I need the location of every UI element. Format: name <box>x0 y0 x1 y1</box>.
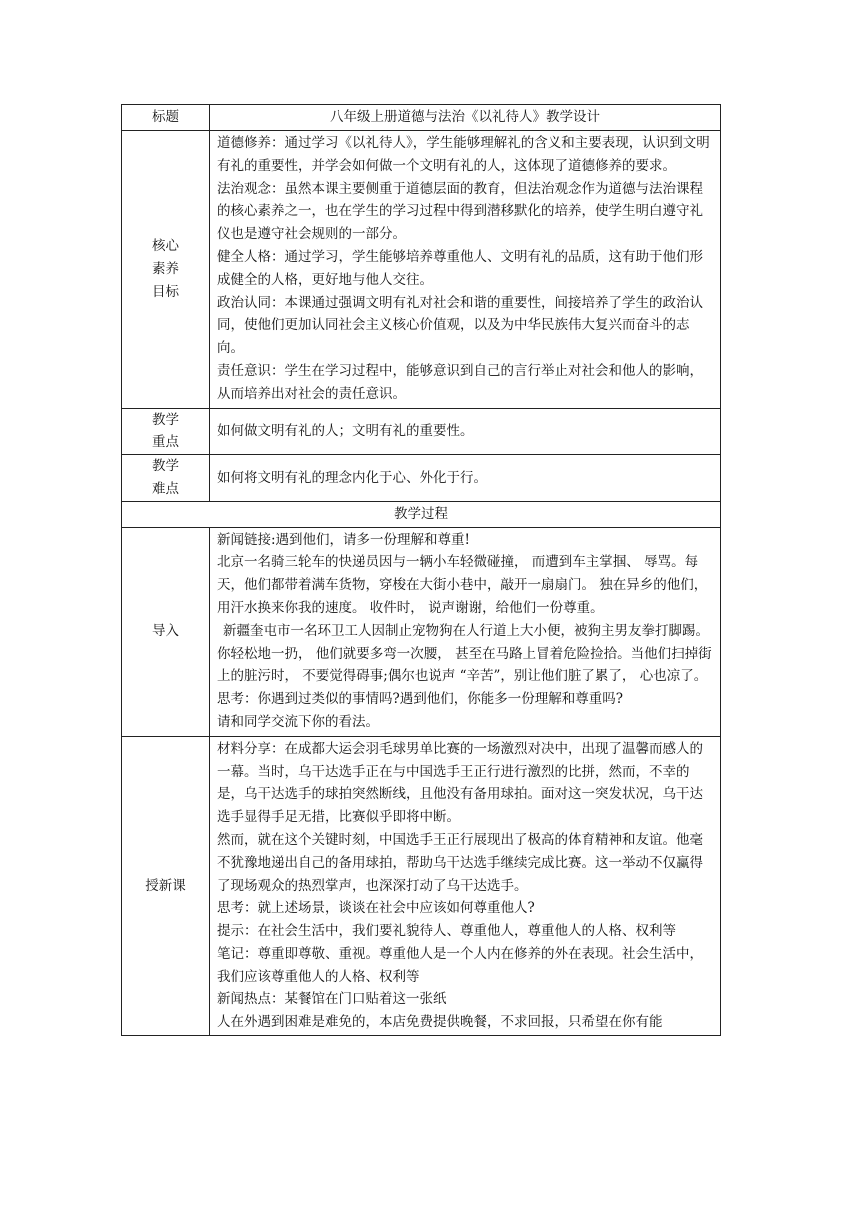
paragraph: 法治观念：虽然本课主要侧重于道德层面的教育，但法治观念作为道德与法治课程的核心素养之一，也在学生的学习过程中得到潜移默化的培养，使学生明白遵守礼仪也是遵守社会规则的一部分。 <box>217 180 703 243</box>
label-line: 核心 <box>152 238 179 255</box>
label-line: 目标 <box>152 283 179 300</box>
label-line: 素养 <box>152 260 179 277</box>
label-line: 重点 <box>152 434 179 451</box>
paragraph: 新闻热点：某餐馆在门口贴着这一张纸 <box>217 991 447 1008</box>
title-row <box>122 105 721 131</box>
paragraph: 政治认同：本课通过强调文明有礼对社会和谐的重要性，间接培养了学生的政治认同，使他们更加认同社会主义核心价值观，以及为中华民族伟大复兴而奋斗的志向。 <box>217 294 703 357</box>
core-literacy-content <box>210 131 721 409</box>
paragraph: 道德修养：通过学习《以礼待人》，学生能够理解礼的含义和主要表现，认识到文明有礼的重要性，并学会如何做一个文明有礼的人，这体现了道德修养的要求。 <box>217 135 710 174</box>
label-line: 难点 <box>152 480 179 497</box>
process-header: 教学过程 <box>122 501 721 527</box>
core-literacy-row <box>122 131 721 409</box>
page-title: 八年级上册道德与法治《以礼待人》教学设计 <box>210 105 721 131</box>
paragraph: 笔记：尊重即尊敬、重视。尊重他人是一个人内在修养的外在表现。社会生活中，我们应该尊重他人的人格、权利等 <box>217 945 703 985</box>
label-line: 教学 <box>152 458 179 475</box>
process-header-row <box>122 501 721 527</box>
paragraph: 思考：就上述场景，谈谈在社会中应该如何尊重他人? <box>217 900 535 917</box>
paragraph: 健全人格：通过学习，学生能够培养尊重他人、文明有礼的品质，这有助于他们形成健全的人格，更好地与他人交往。 <box>217 248 703 288</box>
intro-row <box>122 527 721 736</box>
difficult-point-content: 如何将文明有礼的理念内化于心、外化于行。 <box>210 455 721 502</box>
label-line: 教学 <box>152 411 179 428</box>
lesson-plan-table <box>121 104 721 1036</box>
paragraph: 请和同学交流下你的看法。 <box>217 713 379 730</box>
key-point-row <box>122 408 721 455</box>
key-point-content: 如何做文明有礼的人；文明有礼的重要性。 <box>210 408 721 455</box>
paragraph: 责任意识：学生在学习过程中，能够意识到自己的言行举止对社会和他人的影响，从而培养出对社会的责任意识。 <box>217 362 703 402</box>
paragraph: 人在外遇到困难是难免的，本店免费提供晚餐，不求回报，只希望在你有能 <box>217 1014 663 1031</box>
paragraph: 然而，就在这个关键时刻，中国选手王正行展现出了极高的体育精神和友谊。他毫不犹豫地递出自己的备用球拍，帮助乌干达选手继续完成比赛。这一举动不仅赢得了现场观众的热烈掌声，也深深打动了乌干达选手。 <box>217 831 703 894</box>
difficult-point-label <box>122 455 210 502</box>
paragraph: 北京一名骑三轮车的快递员因与一辆小车轻微碰撞， 而遭到车主掌掴、 辱骂。每天，他们都带着满车货物，穿梭在大街小巷中，敲开一扇扇门。 独在异乡的他们， 用汗水换来你我的速度。 收件时， 说声谢谢，给他们一份尊重。 <box>217 554 708 616</box>
paragraph: 新闻链接:遇到他们，请多一份理解和尊重! <box>217 531 470 548</box>
title-label: 标题 <box>122 105 210 131</box>
key-point-label <box>122 408 210 455</box>
intro-label: 导入 <box>122 527 210 736</box>
paragraph: 材料分享：在成都大运会羽毛球男单比赛的一场激烈对决中，出现了温馨而感人的一幕。当时，乌干达选手正在与中国选手王正行进行激烈的比拼，然而，不幸的是，乌干达选手的球拍突然断线，且他没有备用球拍。面对这一突发状况，乌干达选手显得手足无措，比赛似乎即将中断。 <box>217 740 703 826</box>
core-literacy-label <box>122 131 210 409</box>
new-lesson-label: 授新课 <box>122 736 210 1035</box>
paragraph: 思考：你遇到过类似的事情吗?遇到他们，你能多一份理解和尊重吗? <box>217 691 623 708</box>
difficult-point-row <box>122 455 721 502</box>
intro-content <box>210 527 721 736</box>
paragraph: 提示：在社会生活中，我们要礼貌待人、尊重他人，尊重他人的人格、权利等 <box>217 923 676 940</box>
new-lesson-row <box>122 736 721 1035</box>
paragraph: 新疆奎屯市一名环卫工人因制止宠物狗在人行道上大小便，被狗主男友拳打脚踢。你轻松地一扔， 他们就要多弯一次腰， 甚至在马路上冒着危险捡拾。当他们扫掉街上的脏污时， 不要觉得碍事;偶尔也说声 “辛苦”，别让他们脏了累了， 心也凉了。 <box>217 622 712 685</box>
new-lesson-content <box>210 736 721 1035</box>
